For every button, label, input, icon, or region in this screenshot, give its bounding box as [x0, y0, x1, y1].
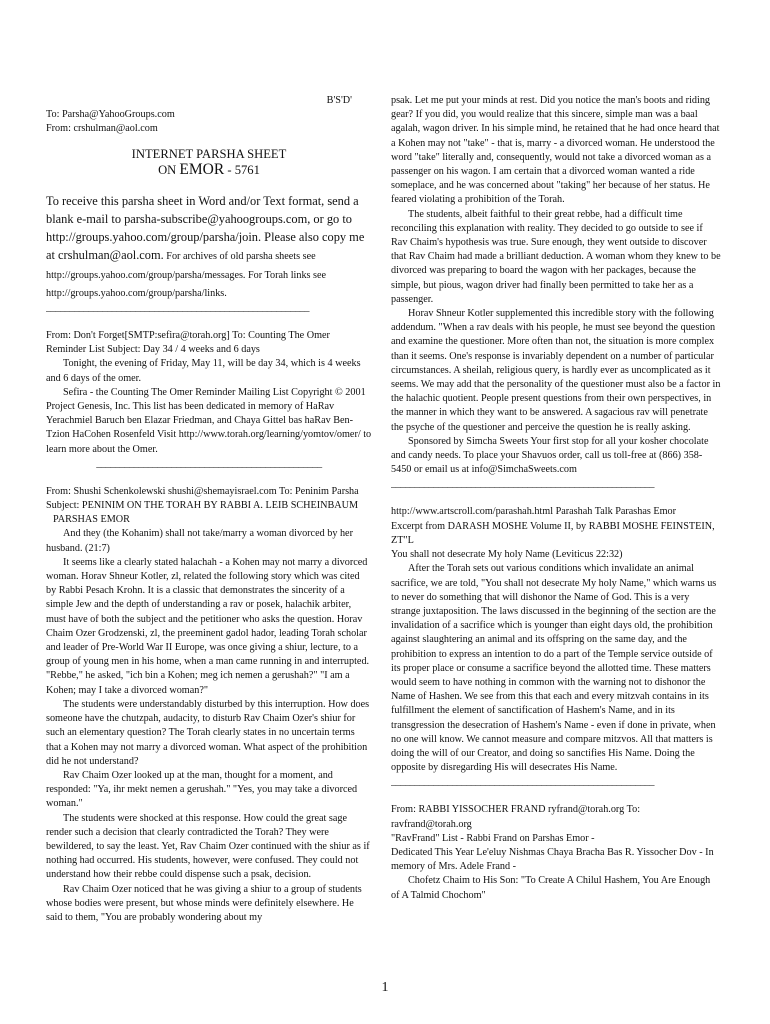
peninim-paragraph: Rav Chaim Ozer noticed that he was giving a shiur to a group of students whose bodies were present, but whose minds were definitely elsewhere. He said to them, "You are probably wondering about my: [46, 883, 362, 923]
title-parsha: EMOR: [179, 161, 225, 179]
peninim-paragraph: Horav Shneur Kotler supplemented this incredible story with the following addendum. "When a rav deals with his people, he must see beyond the question and examine the questioner. More often than not, the situation is more complex than it seems. One's response is invariably dependent on a number of particular circumstances. A sheilah, religious query, is hardly ever as uncomplicated as it seems. We may add that the personality of the questioner must also be a factor in the halachic quotient. People present questions from their own perspectives, in the manner in which they want to be answered. A sagacious rav will penetrate the psyche of the questioner and perceive the question he is really asking.: [391, 308, 721, 433]
title-year: - 5761: [224, 163, 260, 178]
peninim-section: PARSHAS EMOR: [53, 514, 130, 526]
divider: ________________________________________________________: [391, 776, 655, 788]
artscroll-verse: You shall not desecrate My holy Name (Leviticus 22:32): [391, 549, 623, 561]
artscroll-header: http://www.artscroll.com/parashah.html Parashah Talk Parashas Emor: [391, 506, 677, 518]
divider: ________________________________________________________: [46, 302, 310, 314]
subscribe-info: [46, 192, 372, 301]
subscribe-text: To receive this parsha sheet in Word and/or Text format, send a blank e-mail to parsha-subscribe@yahoogroups.com, or go to http://groups.yahoo.com/group/parsha/join. Please also copy me at crshulman@aol.com.: [46, 194, 365, 263]
peninim-paragraph: The students were understandably disturbed by this interruption. How does someone have the chutzpah, audacity, to disturb Rav Chaim Ozer's shiur for such an elementary question? The Torah clearly states in no uncertain terms that a Kohen may not marry a divorced woman. What aspect of the prohibition did he not understand?: [46, 698, 370, 767]
peninim-paragraph: It seems like a clearly stated halachah - a Kohen may not marry a divorced woman. Horav Shneur Kotler, zl, related the following story which was cited by Rabbi Pesach Krohn. It is a classic that demonstrates the sincerity of a simple Jew and the depth of understanding a rav or posek, halachik arbiter, must have of both the subject and the petitioner who asks the question. Horav Chaim Ozer Grodzenski, zl, the preeminent gadol hador, leading Torah scholar and leader of Pre-World War II Europe, was once giving a shiur, lecture, to a group of young men in his home, when a man came running in and interrupted. "Rebbe," he asked, "ich bin a Kohen; meg ich nemen a gerushah?" "I am a Kohen; may I take a divorced woman?": [46, 556, 370, 696]
omer-paragraph: Sefira - the Counting The Omer Reminder Mailing List Copyright © 2001 Project Genesis, Inc. This list has been dedicated in memory of HaRav Yerachmiel Baruch ben Elazar Friedman, and Chaya Gittel bas haRav Ben-Tzion HaCohen Rosenfeld Visit http://www.torah.org/learning/yomtov/omer/ to learn more about the Omer.: [46, 386, 372, 455]
title-line-2: [46, 162, 372, 178]
omer-header: From: Don't Forget[SMTP:sefira@torah.org] To: Counting The Omer Reminder List Subject: Day 34 / 4 weeks and 6 days: [46, 330, 330, 356]
archive-text: For archives of old parsha sheets see http://groups.yahoo.com/group/parsha/messages. For Torah links see http://groups.yahoo.com/group/parsha/links.: [46, 251, 327, 299]
bsd-mark: B'S'D': [326, 95, 352, 106]
frand-header: From: RABBI YISSOCHER FRAND ryfrand@torah.org To: ravfrand@torah.org: [391, 804, 641, 830]
divider: ________________________________________________________: [391, 478, 655, 490]
frand-dedication: Dedicated This Year Le'eluy Nishmas Chaya Bracha Bas R. Yissocher Dov - In memory of Mrs. Adele Frand -: [391, 846, 714, 873]
peninim-paragraph: The students were shocked at this response. How could the great sage render such a decision that clearly contradicted the Torah? They were bewildered, to say the least. Yet, Rav Chaim Ozer continued with the shiur as if nothing had occurred. His students, however, were confused. They could not understand how their rebbe could dispense such a psak, decision.: [46, 812, 370, 881]
page-number: 1: [381, 980, 389, 995]
right-column: [391, 94, 721, 903]
omer-paragraph: Tonight, the evening of Friday, May 11, will be day 34, which is 4 weeks and 6 days of the omer.: [46, 358, 361, 384]
title-line-1: INTERNET PARSHA SHEET: [131, 147, 287, 162]
peninim-subject: Subject: PENINIM ON THE TORAH BY RABBI A. LEIB SCHEINBAUM: [46, 500, 359, 512]
title-on: ON: [158, 163, 180, 178]
peninim-header: From: Shushi Schenkolewski shushi@shemayisrael.com To: Peninim Parsha: [46, 485, 359, 497]
peninim-paragraph: The students, albeit faithful to their great rebbe, had a difficult time reconciling this explanation with reality. They decided to go outside to see if Rav Chaim's hypothesis was true. Sure enough, they went outside to discover that Rav Chaim had made a brilliant deduction. A woman whom they knew to be divorced was preparing to board the wagon with her packages, because the simple, but pious, wagon driver had finally been permitted to take her as a passenger.: [391, 208, 721, 305]
peninim-paragraph: psak. Let me put your minds at rest. Did you notice the man's boots and riding gear? If you did, you would realize that this sincere, simple man was a baal agalah, wagon driver. In his simple mind, he retained that he had once heard that a Kohen may not "take" - that is, marry - a divorced woman. He understood the word "take" literally and, consequently, would not take a divorced woman as a passenger on his wagon. I am certain that a divorced woman wanted a ride someplace, and he was concerned about "taking" her because of her status. He feared violating a prohibition of the Torah.: [391, 95, 720, 206]
frand-paragraph: Chofetz Chaim to His Son: "To Create A Chilul Hashem, You Are Enough of A Talmid Chochom": [391, 875, 711, 901]
email-to: To: Parsha@YahooGroups.com: [46, 109, 175, 120]
peninim-paragraph: And they (the Kohanim) shall not take/marry a woman divorced by her husband. (21:7): [46, 528, 353, 554]
left-column: [46, 94, 372, 925]
artscroll-paragraph: After the Torah sets out various conditions which invalidate an animal sacrifice, we are told, "You shall not desecrate My holy Name," which warns us to never do something that will dishonor the Name of God. This is a very strange juxtaposition. The laws discussed in the beginning of the section are the invalidation of a sacrifice which is younger than eight days old, the prohibition against slaughtering an animal and its offspring on the same day, and the prohibition to express an intention to do a part of the Temple service outside of its proper place or consume a sacrifice beyond the allotted time. These matters would seem to have nothing in common with the warning not to dishonor the Name of Hashen. We see from this that each and every mitzvah contains in its fulfillment the element of sanctification of Hashem's Name, and in its transgression the desecration of Hashem's Name - even if done in private, when no one will know. We cannot measure and compare mitzvos. All that matters is doing the will of our Creator, and doing so sanctifies His Name. Doing the opposite by disregarding His will desecrates His Name.: [391, 563, 717, 774]
frand-list: "RavFrand" List - Rabbi Frand on Parshas Emor -: [391, 832, 595, 844]
page-title: [46, 146, 372, 178]
sponsor-text: Sponsored by Simcha Sweets Your first stop for all your kosher chocolate and candy needs. To place your Shavuos order, call us toll-free at (866) 358-5450 or email us at info@SimchaSweets.com: [391, 435, 709, 476]
divider: ________________________________________________: [96, 457, 322, 469]
artscroll-excerpt: Excerpt from DARASH MOSHE Volume II, by RABBI MOSHE FEINSTEIN, ZT"L: [391, 520, 715, 546]
peninim-paragraph: Rav Chaim Ozer looked up at the man, thought for a moment, and responded: "Ya, ihr mekt nemen a gerushah." "Yes, you may take a divorced woman.": [46, 769, 358, 810]
email-from: From: crshulman@aol.com: [46, 123, 158, 135]
